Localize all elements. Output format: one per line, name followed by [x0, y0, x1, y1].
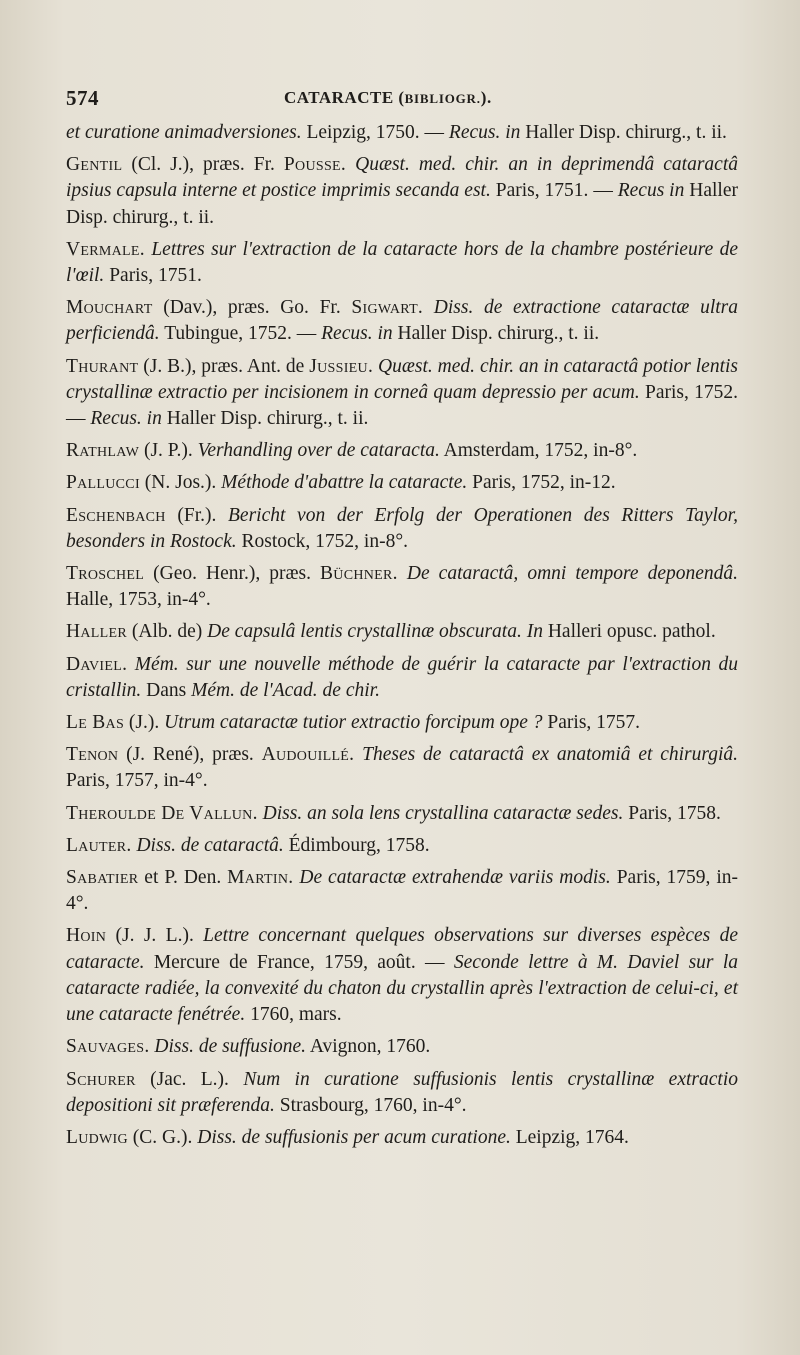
bibliography-entry — [66, 742, 738, 794]
entry-author: Haller — [66, 621, 127, 643]
entry-title: Méthode d'abattre la cataracte. — [221, 472, 468, 494]
running-title: CATARACTE (BIBLIOGR.). — [284, 88, 492, 107]
entry-title: Num in curatione suffusionis lentis crystallinæ extractio depositioni sit præferenda. — [66, 1068, 738, 1116]
entry-text: et P. Den. — [138, 867, 228, 889]
entry-text: Leipzig, 1750. — — [301, 122, 449, 143]
entry-title: et curatione animadversiones. — [66, 122, 302, 143]
bibliography-entry — [66, 470, 738, 496]
entry-title: Seconde lettre à M. Daviel sur la cataracte radiée, la convexité du chaton du crystallin après l'extraction de celui-ci, et une cataracte fenétrée. — [66, 951, 738, 1026]
entry-text: Édimbourg, 1758. — [283, 834, 430, 856]
entry-author: Lauter. — [66, 834, 132, 856]
entry-text: Haller Disp. chirurg., t. ii. — [66, 180, 738, 228]
entry-author: Pousse. — [283, 154, 347, 176]
bibliography-list — [66, 120, 738, 1157]
entry-title: Diss. de extractione cataractæ ultra perficiendâ. — [66, 297, 738, 345]
entry-text — [346, 154, 355, 175]
entry-author: Mouchart — [66, 297, 153, 319]
bibliography-entry — [66, 923, 738, 1028]
entry-author: Schurer — [66, 1068, 136, 1090]
entry-text: Strasbourg, 1760, in-4°. — [274, 1094, 467, 1116]
entry-text — [398, 563, 407, 584]
entry-text: Recus. in — [448, 122, 521, 143]
entry-text: (Cl. J.), præs. Fr. — [122, 154, 284, 176]
entry-text: (C. G.). — [127, 1126, 198, 1148]
running-title-sub: BIBLIOGR. — [404, 91, 481, 106]
entry-text: Haller Disp. chirurg., t. ii. — [392, 323, 600, 345]
entry-author: Ludwig — [66, 1126, 128, 1148]
entry-author: Troschel — [66, 563, 145, 585]
bibliography-entry — [66, 237, 738, 289]
entry-title: De capsulâ lentis crystallinæ obscurata. In — [207, 621, 543, 643]
entry-title: Quæst. med. chir. an in cataractâ potior lentis crystallinæ extractio per incisionem in corneâ quam depressio per acum. — [66, 355, 739, 403]
entry-text: Rostock, 1752, in-8°. — [236, 530, 408, 552]
entry-title: Bericht von der Erfolg der Operationen des Ritters Taylor, besonders in Rostock. — [66, 504, 738, 552]
entry-title: Lettres sur l'extraction de la cataracte hors de la chambre postérieure de l'œil. — [66, 238, 739, 287]
entry-title: Diss. an sola lens crystallina cataractæ sedes. — [262, 802, 624, 824]
entry-author: Jussieu. — [309, 355, 374, 377]
entry-title: Lettre concernant quelques observations sur diverses espèces de cataracte. — [66, 925, 738, 973]
entry-text: Recus in — [617, 180, 685, 202]
entry-text: Paris, 1757. — [542, 712, 641, 734]
entry-text: 1760, mars. — [245, 1004, 342, 1026]
bibliography-entry — [66, 120, 738, 146]
bibliography-entry — [66, 438, 738, 464]
entry-text — [354, 744, 362, 765]
entry-author: Daviel. — [66, 653, 128, 675]
entry-text: (Fr.). — [165, 504, 228, 526]
entry-text: (Geo. Henr.), præs. — [144, 563, 320, 585]
entry-text: Halleri opusc. pathol. — [542, 621, 716, 643]
entry-text — [423, 297, 434, 318]
entry-text: Mém. de l'Acad. de chir. — [191, 679, 380, 701]
entry-text: Dans — [141, 679, 192, 701]
entry-text: (J. B.), præs. Ant. de — [138, 355, 310, 377]
entry-text: Paris, 1751. — — [490, 180, 618, 202]
entry-author: Tenon — [66, 744, 119, 766]
bibliography-entry — [66, 865, 738, 917]
entry-text: Paris, 1752. — — [66, 381, 739, 430]
entry-text — [127, 654, 135, 675]
entry-author: Audouillé. — [261, 744, 355, 766]
entry-text: (J. J. L.). — [106, 925, 204, 947]
entry-text: (Alb. de) — [127, 621, 208, 643]
entry-text: Recus. in — [321, 323, 393, 345]
entry-title: Theses de cataractâ ex anatomiâ et chirurgiâ. — [362, 744, 739, 766]
entry-author: Pallucci — [66, 472, 140, 494]
page-header — [66, 86, 736, 112]
bibliography-entry — [66, 652, 738, 704]
entry-title: De cataractæ extrahendæ variis modis. — [299, 867, 611, 889]
entry-text: (J. René), præs. — [118, 744, 262, 766]
entry-title: Verhandling over de cataracta. — [197, 440, 440, 462]
entry-text: (Jac. L.). — [135, 1068, 244, 1090]
entry-text: Haller Disp. chirurg., t. ii. — [161, 408, 369, 430]
entry-text: Paris, 1758. — [623, 802, 721, 824]
bibliography-entry — [66, 1125, 738, 1151]
entry-title: Mém. sur une nouvelle méthode de guérir la cataracte par l'extraction du cristallin. — [66, 653, 738, 701]
entry-text: (N. Jos.). — [139, 472, 222, 494]
entry-text: Haller Disp. chirurg., t. ii. — [520, 122, 727, 143]
page-number: 574 — [66, 86, 99, 110]
bibliography-entry — [66, 503, 738, 555]
entry-text: Halle, 1753, in-4°. — [66, 589, 211, 611]
entry-text: Paris, 1757, in-4°. — [66, 770, 208, 792]
entry-author: Hoin — [66, 925, 107, 947]
entry-text: Mercure de France, 1759, août. — — [144, 951, 454, 973]
entry-title: Utrum cataractæ tutior extractio forcipum ope ? — [164, 712, 543, 734]
entry-author: Sauvages. — [66, 1036, 150, 1058]
entry-title: Quæst. med. chir. an in deprimendâ cataractâ ipsius capsula interne et postice imprimis secanda est. — [66, 154, 739, 202]
entry-author: Gentil — [66, 154, 123, 176]
entry-text: Tubingue, 1752. — — [159, 323, 322, 345]
entry-title: Diss. de suffusionis per acum curatione. — [197, 1126, 511, 1148]
entry-text: Avignon, 1760. — [306, 1036, 431, 1058]
entry-title: De cataractâ, omni tempore deponendâ. — [406, 563, 739, 585]
bibliography-entry — [66, 710, 738, 736]
entry-text: Paris, 1752, in-12. — [467, 472, 616, 494]
entry-text: (J. P.). — [139, 440, 198, 462]
running-title-main: CATARACTE — [284, 88, 394, 107]
bibliography-entry — [66, 801, 738, 827]
entry-author: Le Bas — [66, 712, 125, 734]
entry-text: Paris, 1759, in-4°. — [66, 867, 739, 915]
entry-author: Büchner. — [320, 563, 398, 585]
entry-author: Martin. — [227, 867, 294, 889]
bibliography-entry — [66, 354, 738, 433]
entry-author: Rathlaw — [66, 440, 140, 462]
entry-text: Amsterdam, 1752, in-8°. — [439, 440, 638, 462]
bibliography-entry — [66, 295, 738, 347]
bibliography-entry — [66, 1067, 738, 1119]
bibliography-entry — [66, 152, 738, 231]
bibliography-entry — [66, 561, 738, 613]
bibliography-entry — [66, 1034, 738, 1060]
entry-text: Paris, 1751. — [104, 265, 202, 287]
entry-author: Sabatier — [66, 867, 139, 889]
entry-author: Thurant — [66, 355, 139, 377]
entry-text: Leipzig, 1764. — [510, 1126, 629, 1148]
entry-author: Vermale. — [66, 238, 145, 260]
entry-author: Eschenbach — [66, 504, 166, 526]
bibliography-entry — [66, 619, 738, 645]
entry-title: Diss. de suffusione. — [154, 1036, 307, 1058]
bibliography-entry — [66, 833, 738, 859]
entry-author: Theroulde De Vallun. — [66, 802, 258, 824]
entry-text: Recus. in — [90, 408, 162, 430]
entry-title: Diss. de cataractâ. — [136, 834, 284, 856]
entry-author: Sigwart. — [351, 297, 424, 319]
entry-text: (J.). — [124, 712, 165, 734]
entry-text: (Dav.), præs. Go. Fr. — [152, 297, 352, 319]
